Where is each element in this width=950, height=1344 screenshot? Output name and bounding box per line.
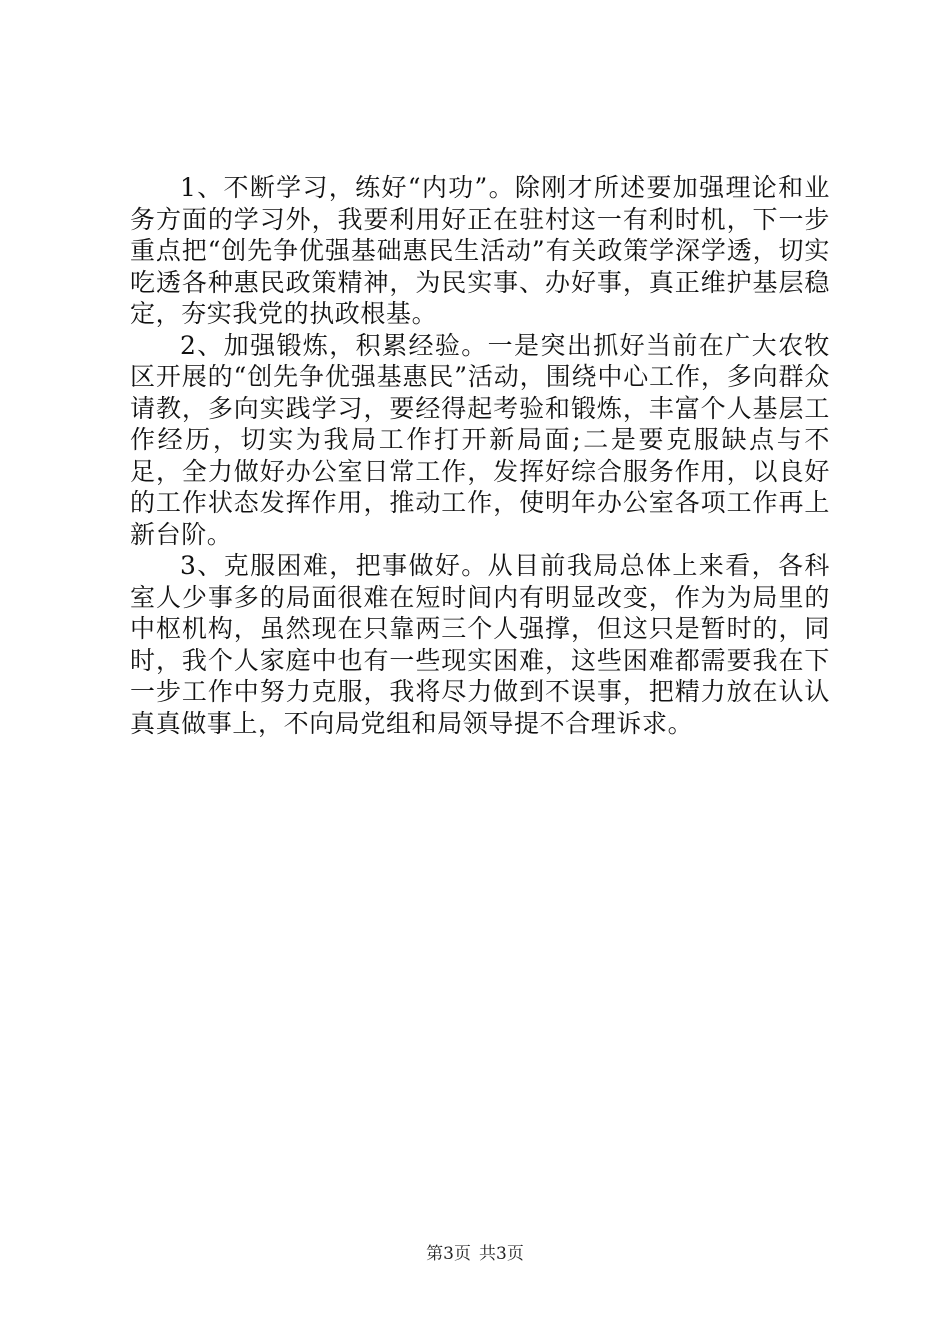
- page-number-current: 第3页: [426, 1244, 471, 1264]
- paragraph-2: 2、加强锻炼，积累经验。一是突出抓好当前在广大农牧区开展的“创先争优强基惠民”活动，围绕中心工作，多向群众请教，多向实践学习，要经得起考验和锻炼，丰富个人基层工作经历，切实为我局工作打开新局面;二是要克服缺点与不足，全力做好办公室日常工作，发挥好综合服务作用，以良好的工作状态发挥作用，推动工作，使明年办公室各项工作再上新台阶。: [130, 330, 830, 549]
- document-body: [130, 172, 830, 739]
- page-footer: [0, 1244, 950, 1264]
- paragraph-1: 1、不断学习，练好“内功”。除刚才所述要加强理论和业务方面的学习外，我要利用好正在驻村这一有利时机，下一步重点把“创先争优强基础惠民生活动”有关政策学深学透，切实吃透各种惠民政策精神，为民实事、办好事，真正维护基层稳定，夯实我党的执政根基。: [130, 173, 830, 328]
- page-number-total: 共3页: [479, 1244, 524, 1264]
- paragraph-3: 3、克服困难，把事做好。从目前我局总体上来看，各科室人少事多的局面很难在短时间内有明显改变，作为为局里的中枢机构，虽然现在只靠两三个人强撑，但这只是暂时的，同时，我个人家庭中也有一些现实困难，这些困难都需要我在下一步工作中努力克服，我将尽力做到不误事，把精力放在认认真真做事上，不向局党组和局领导提不合理诉求。: [130, 551, 830, 738]
